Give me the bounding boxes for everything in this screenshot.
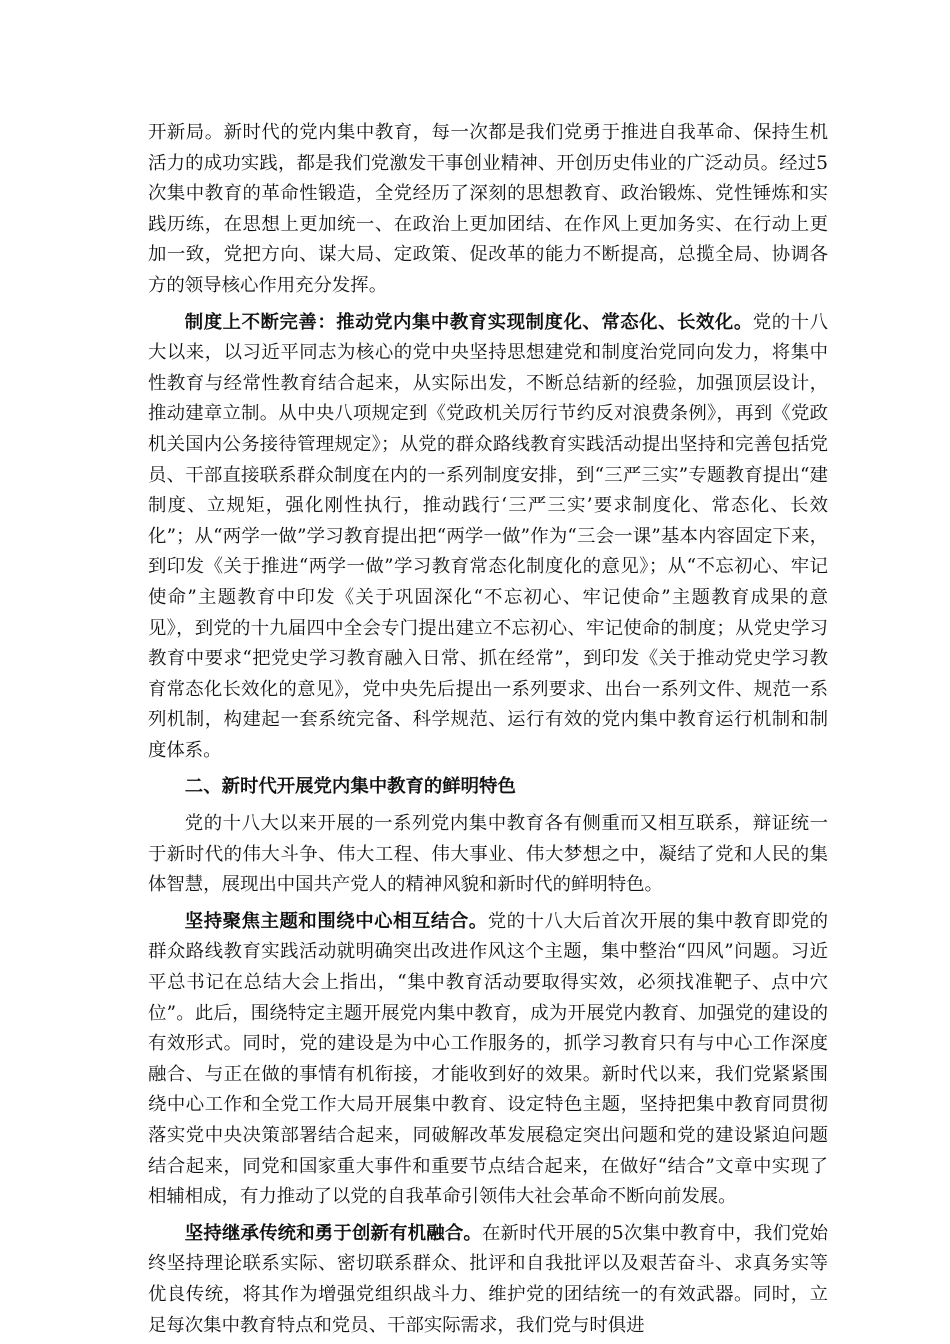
paragraph-4-body: 党的十八大后首次开展的集中教育即党的群众路线教育实践活动就明确突出改进作风这个主题，集中整治“四风”问题。习近平总书记在总结大会上指出，“集中教育活动要取得实效，必须找准靶子、点中穴位”。此后，围绕特定主题开展党内集中教育，成为开展党内教育、加强党的建设的有效形式。同时，党的建设是为中心工作服务的，抓学习教育只有与中心工作深度融合、与正在做的事情有机衔接，才能收到好的效果。新时代以来，我们党紧紧围绕中心工作和全党工作大局开展集中教育、设定特色主题，坚持把集中教育同贯彻落实党中央决策部署结合起来，同破解改革发展稳定突出问题和党的建设紧迫问题结合起来，同党和国家重大事件和重要节点结合起来，在做好“结合”文章中实现了相辅相成，有力推动了以党的自我革命引领伟大社会革命不断向前发展。 — [148, 910, 828, 1208]
paragraph-2-lead: 制度上不断完善：推动党内集中教育实现制度化、常态化、长效化。 — [184, 311, 753, 333]
paragraph-5-body: 在新时代开展的5次集中教育中，我们党始终坚持理论联系实际、密切联系群众、批评和自我批评以及艰苦奋斗、求真务实等优良传统，将其作为增强党组织战斗力、维护党的团结统一的有效武器。同时，立足每次集中教育特点和党员、干部实际需求，我们党与时俱进 — [148, 1222, 828, 1336]
paragraph-5 — [148, 1219, 828, 1341]
paragraph-3-body: 党的十八大以来开展的一系列党内集中教育各有侧重而又相互联系，辩证统一于新时代的伟大斗争、伟大工程、伟大事业、伟大梦想之中，凝结了党和人民的集体智慧，展现出中国共产党人的精神风貌和新时代的鲜明特色。 — [148, 813, 828, 896]
document-page — [148, 118, 828, 1341]
paragraph-2 — [148, 308, 828, 767]
paragraph-4 — [148, 907, 828, 1213]
paragraph-1-body: 开新局。新时代的党内集中教育，每一次都是我们党勇于推进自我革命、保持生机活力的成功实践，都是我们党激发干事创业精神、开创历史伟业的广泛动员。经过5次集中教育的革命性锻造，全党经历了深刻的思想教育、政治锻炼、党性锤炼和实践历练，在思想上更加统一、在政治上更加团结、在作风上更加务实、在行动上更加一致，党把方向、谋大局、定政策、促改革的能力不断提高，总揽全局、协调各方的领导核心作用充分发挥。 — [148, 122, 828, 296]
paragraph-4-lead: 坚持聚焦主题和围绕中心相互结合。 — [184, 910, 488, 932]
paragraph-5-lead: 坚持继承传统和勇于创新有机融合。 — [184, 1222, 482, 1244]
paragraph-3 — [148, 809, 828, 901]
paragraph-1 — [148, 118, 828, 302]
paragraph-2-body: 党的十八大以来，以习近平同志为核心的党中央坚持思想建党和制度治党同向发力，将集中性教育与经常性教育结合起来，从实际出发，不断总结新的经验，加强顶层设计，推动建章立制。从中央八项规定到《党政机关厉行节约反对浪费条例》，再到《党政机关国内公务接待管理规定》；从党的群众路线教育实践活动提出坚持和完善包括党员、干部直接联系群众制度在内的一系列制度安排，到“三严三实”专题教育提出“建制度、立规矩，强化刚性执行，推动践行‘三严三实’要求制度化、常态化、长效化”；从“两学一做”学习教育提出把“两学一做”作为“三会一课”基本内容固定下来，到印发《关于推进“两学一做”学习教育常态化制度化的意见》；从“不忘初心、牢记使命”主题教育中印发《关于巩固深化“不忘初心、牢记使命”主题教育成果的意见》，到党的十九届四中全会专门提出建立不忘初心、牢记使命的制度；从党史学习教育中要求“把党史学习教育融入日常、抓在经常”，到印发《关于推动党史学习教育常态化长效化的意见》，党中央先后提出一系列要求、出台一系列文件、规范一系列机制，构建起一套系统完备、科学规范、运行有效的党内集中教育运行机制和制度体系。 — [148, 311, 828, 761]
section-heading: 二、新时代开展党内集中教育的鲜明特色 — [184, 776, 516, 798]
